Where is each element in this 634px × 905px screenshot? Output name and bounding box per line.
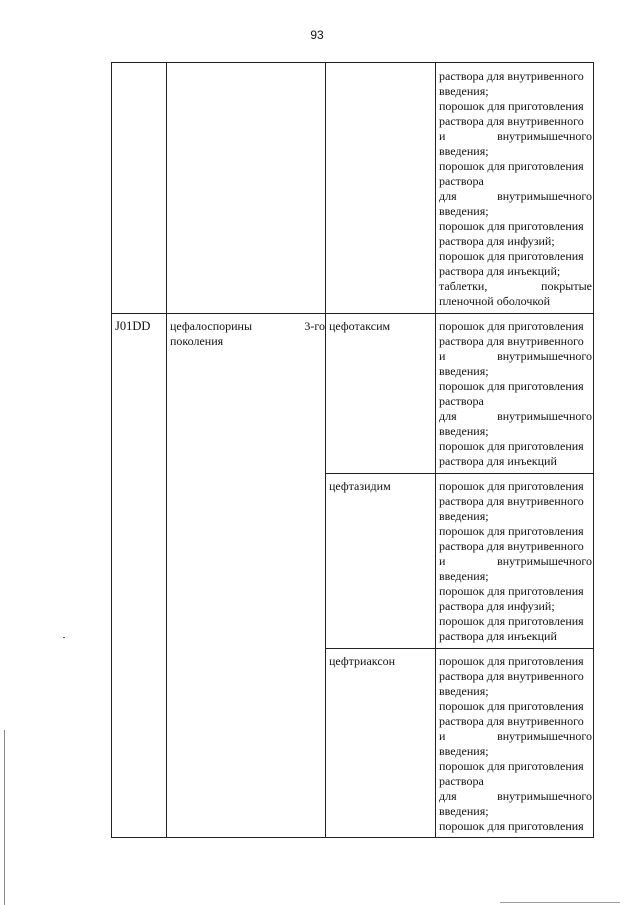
dosage-form-line: порошок для приготовления (439, 99, 584, 113)
dosage-form-line: введения; (439, 569, 489, 583)
dosage-form-line (439, 789, 592, 804)
dosage-form-line: порошок для приготовления (439, 819, 584, 833)
dosage-form-line: введения; (439, 204, 489, 218)
table-cell-atc-code: J01DD (115, 319, 151, 333)
row-divider (112, 313, 593, 314)
dosage-form-line: порошок для приготовления (439, 439, 584, 453)
table-cell-drug-name: цефтазидим (329, 479, 391, 493)
row-divider (325, 648, 593, 649)
dosage-form-line: раствора (439, 774, 484, 788)
dosage-form-line: раствора для внутривенного (439, 69, 584, 83)
dosage-form-word: внутримышечного (497, 129, 592, 143)
column-divider (325, 63, 326, 837)
table-cell-drug-name: цефотаксим (329, 319, 391, 333)
dosage-form-word: внутримышечного (497, 789, 592, 803)
dosage-form-word: и (439, 129, 446, 143)
dosage-form-word: внутримышечного (497, 554, 592, 568)
dosage-form-line: порошок для приготовления (439, 584, 584, 598)
dosage-form-line: раствора для внутривенного (439, 334, 584, 348)
dosage-form-line: раствора (439, 174, 484, 188)
dosage-form-word: покрытые (541, 279, 592, 293)
dosage-form-line: порошок для приготовления (439, 654, 584, 668)
dosage-form-line: порошок для приготовления (439, 759, 584, 773)
dosage-form-word: и (439, 729, 446, 743)
dosage-form-line: порошок для приготовления (439, 249, 584, 263)
dosage-form-line: порошок для приготовления (439, 479, 584, 493)
dosage-form-line: порошок для приготовления (439, 319, 584, 333)
dosage-form-word: и (439, 554, 446, 568)
dosage-form-word: и (439, 349, 446, 363)
page-number: 93 (310, 28, 324, 42)
dosage-form-line: порошок для приготовления (439, 159, 584, 173)
dosage-form-line: раствора для внутривенного (439, 494, 584, 508)
dosage-form-line: пленочной оболочкой (439, 294, 551, 308)
dosage-form-line (439, 129, 592, 144)
dosage-form-line: введения; (439, 144, 489, 158)
dosage-form-word: внутримышечного (497, 409, 592, 423)
dosage-form-line: введения; (439, 424, 489, 438)
dosage-form-line: раствора для инфузий; (439, 599, 555, 613)
dosage-form-line (439, 729, 592, 744)
dosage-form-line: введения; (439, 804, 489, 818)
dosage-form-line: раствора для инфузий; (439, 234, 555, 248)
dosage-form-word: таблетки, (439, 279, 488, 293)
row-divider (325, 473, 593, 474)
dosage-form-line (439, 279, 592, 294)
dosage-form-line (439, 409, 592, 424)
group-word: цефалоспорины (170, 319, 253, 333)
table-cell-group (170, 319, 325, 349)
dosage-form-line: введения; (439, 84, 489, 98)
dosage-form-line: введения; (439, 509, 489, 523)
dosage-form-line (439, 189, 592, 204)
dosage-form-line: порошок для приготовления (439, 219, 584, 233)
dosage-form-word: для (439, 189, 457, 203)
column-divider (435, 63, 436, 837)
dosage-form-line: раствора (439, 394, 484, 408)
table-cell-dosage-forms (439, 319, 592, 469)
dosage-form-line (439, 554, 592, 569)
dosage-form-line: раствора для внутривенного (439, 539, 584, 553)
column-divider (166, 63, 167, 837)
dosage-form-line: порошок для приготовления (439, 699, 584, 713)
dosage-form-word: внутримышечного (497, 189, 592, 203)
scan-edge-line (500, 902, 620, 903)
dosage-form-line: порошок для приготовления (439, 524, 584, 538)
dosage-form-line: порошок для приготовления (439, 379, 584, 393)
dosage-form-line: раствора для инъекций; (439, 264, 561, 278)
table-cell-dosage-forms (439, 69, 592, 309)
dosage-form-word: внутримышечного (497, 729, 592, 743)
dosage-form-line: раствора для внутривенного (439, 669, 584, 683)
drug-table (111, 62, 594, 838)
group-word: 3-го (304, 319, 325, 333)
dosage-form-line: порошок для приготовления (439, 614, 584, 628)
scan-edge-line (4, 730, 5, 905)
group-line: поколения (170, 334, 224, 348)
dosage-form-line: раствора для инъекций (439, 629, 557, 643)
table-cell-drug-name: цефтриаксон (329, 654, 396, 668)
dosage-form-line: раствора для внутривенного (439, 714, 584, 728)
table-cell-dosage-forms (439, 479, 592, 644)
dosage-form-word: для (439, 409, 457, 423)
dosage-form-line (439, 349, 592, 364)
dosage-form-word: для (439, 789, 457, 803)
scan-speck (63, 637, 65, 638)
dosage-form-line: введения; (439, 364, 489, 378)
dosage-form-line: введения; (439, 744, 489, 758)
table-cell-dosage-forms (439, 654, 592, 834)
dosage-form-word: внутримышечного (497, 349, 592, 363)
dosage-form-line: введения; (439, 684, 489, 698)
dosage-form-line: раствора для инъекций (439, 454, 557, 468)
dosage-form-line: раствора для внутривенного (439, 114, 584, 128)
